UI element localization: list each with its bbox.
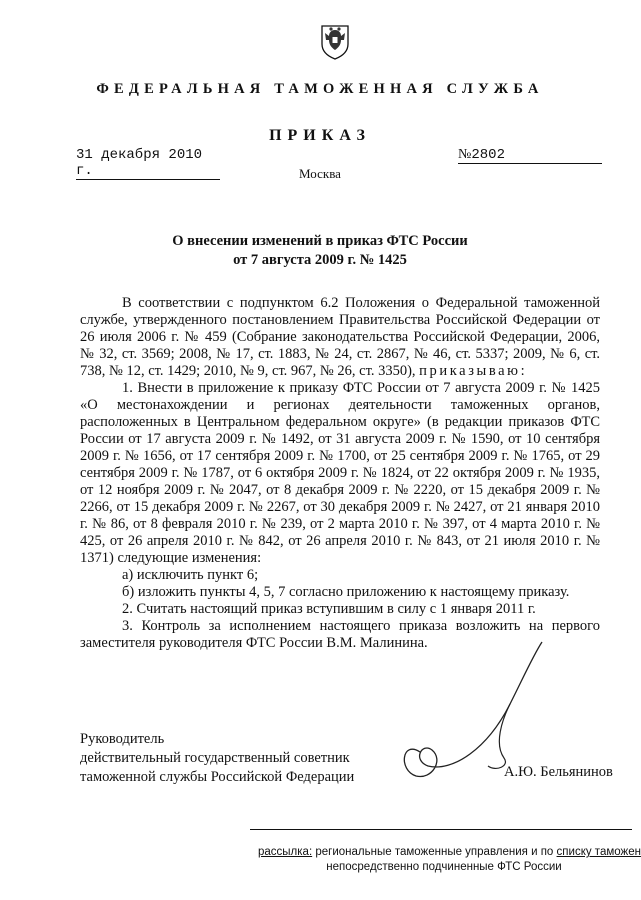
item-2: 2. Считать настоящий приказ вступившим в силу с 1 января 2011 г. [122, 601, 536, 617]
preamble-text: В соответствии с подпунктом 6.2 Положения о Федеральной таможенной службе, утвержденного постановлением Правительства Российской Федерации от 26 июля 2006 г. № 459 (Собрание законодательства Российской Федерации, 2006, № 32, ст. 3569; 2008, № 17, ст. 1883, № 24, ст. 2867, № 46, ст. 5337; 2009, № 6, ст. 738, № 12, ст. 1429; 2010, № 9, ст. 967, № 26, ст. 3350), [80, 295, 600, 379]
city: Москва [299, 166, 341, 181]
signatory-name: А.Ю. Бельянинов [504, 764, 613, 780]
heading-line-2: от 7 августа 2009 г. № 1425 [233, 252, 407, 268]
signatory-position [80, 730, 400, 787]
number-value: 2802 [471, 147, 505, 163]
preamble-verb: приказываю: [419, 363, 528, 379]
coat-of-arms-emblem [318, 20, 352, 60]
sub-item-a: а) исключить пункт 6; [122, 567, 259, 583]
distribution-list [258, 845, 641, 875]
distribution-label: рассылка: [258, 846, 313, 858]
sub-item-b: б) изложить пункты 4, 5, 7 согласно приложению к настоящему приказу. [122, 584, 570, 600]
position-line-3: таможенной службы Российской Федерации [80, 769, 355, 785]
distribution-line-2: непосредственно подчиненные ФТС России [326, 861, 562, 873]
distribution-line-1 [258, 845, 641, 860]
order-number [458, 147, 602, 164]
item-3: 3. Контроль за исполнением настоящего приказа возложить на первого заместителя руководителя ФТС России В.М. Малинина. [80, 618, 600, 651]
position-line-2: действительный государственный советник [80, 750, 350, 766]
preamble [80, 295, 600, 380]
footer-divider [250, 829, 632, 830]
distribution-text-1: региональные таможенные управления и по [315, 846, 554, 858]
heading-line-1: О внесении изменений в приказ ФТС России [172, 233, 468, 249]
position-line-1: Руководитель [80, 731, 165, 747]
distribution-text-1-tail: списку таможен [556, 846, 641, 858]
number-sign: № [458, 147, 472, 162]
agency-name: ФЕДЕРАЛЬНАЯ ТАМОЖЕННАЯ СЛУЖБА [96, 81, 544, 97]
item-1: 1. Внести в приложение к приказу ФТС России от 7 августа 2009 г. № 1425 «О местонахождении и регионах деятельности таможенных органов, расположенных в Центральном федеральном округе» (в редакции приказов ФТС России от 17 августа 2009 г. № 1492, от 31 августа 2009 г. № 1590, от 10 сентября 2009 г. № 1656, от 17 сентября 2009 г. № 1700, от 25 сентября 2009 г. № 1765, от 29 сентября 2009 г. № 1787, от 6 октября 2009 г. № 1824, от 22 октября 2009 г. № 1935, от 12 ноября 2009 г. № 2047, от 8 декабря 2009 г. № 2220, от 15 декабря 2009 г. № 2266, от 15 декабря 2009 г. № 2267, от 30 декабря 2009 г. № 2427, от 21 января 2010 г. № 86, от 8 февраля 2010 г. № 239, от 2 марта 2010 г. № 397, от 4 марта 2010 г. № 425, от 26 апреля 2010 г. № 842, от 26 апреля 2010 г. № 843, от 21 июля 2010 г. № 1371) следующие изменения: [80, 380, 600, 566]
document-title: ПРИКАЗ [269, 127, 371, 144]
order-heading [0, 232, 640, 270]
order-body [80, 295, 600, 652]
order-date: 31 декабря 2010 г. [76, 147, 220, 180]
